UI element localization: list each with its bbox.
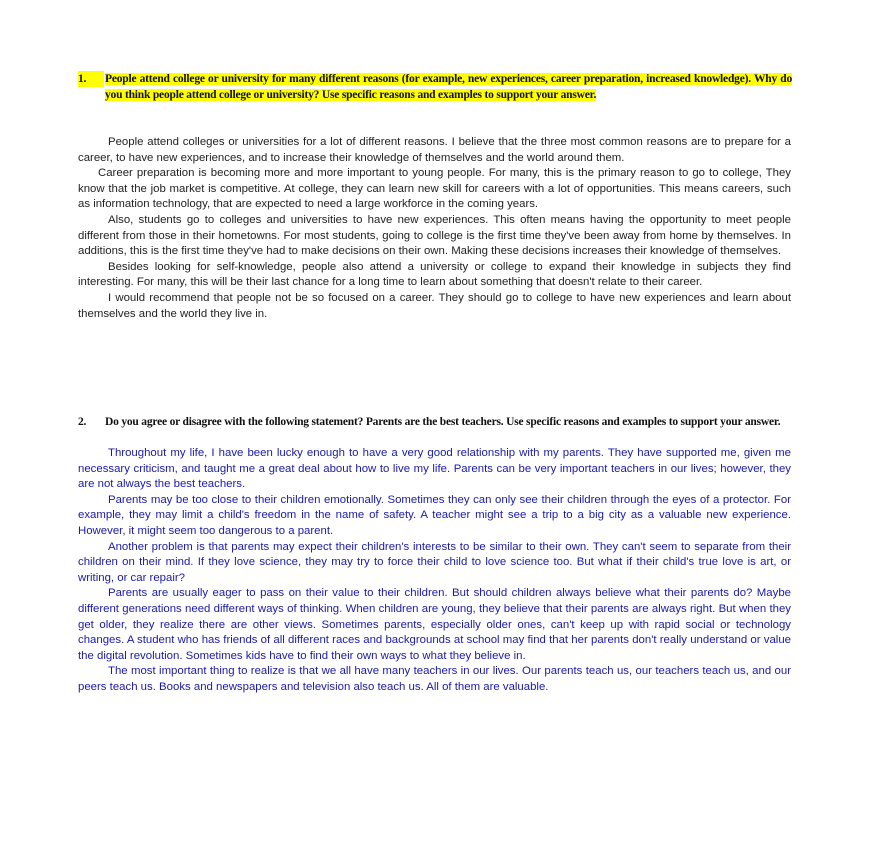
question-text: People attend college or university for many different reasons (for example, new experiences, career preparation, increased knowledge). Why do you think people attend college or university? Use specific reasons and examples to support your answer. — [105, 73, 792, 101]
question-1 — [78, 71, 792, 103]
paragraph: I would recommend that people not be so focused on a career. They should go to college to have new experiences and learn about themselves and the world they live in. — [78, 291, 791, 320]
paragraph: Career preparation is becoming more and more important to young people. For many, this is the primary reason to go to college, They know that the job market is competitive. At college, they can learn new skill for careers with a lot of opportunities. This means careers, such as information technology, that are expected to need a large workforce in the coming years. — [78, 167, 791, 211]
paragraph: Parents are usually eager to pass on their value to their children. But should children always believe what their parents do? Maybe different generations need different ways of thinking. When children are young, they believe that their parents are always right. But when they get older, they realize there are other views. Sometimes parents, especially older ones, can't keep up with rapid social or technology changes. A student who has friends of all different races and backgrounds at school may find that her parents don't really understand or value the digital revolution. Sometimes kids have to find their own ways to what they believe in. — [78, 587, 791, 662]
answer-2 — [78, 446, 791, 696]
answer-1 — [78, 135, 791, 322]
question-number: 1. — [78, 71, 104, 87]
paragraph: Besides looking for self-knowledge, people also attend a university or college to expand their knowledge in subjects they find interesting. For many, this will be their last chance for a long time to learn about something that doesn't relate to their career. — [78, 260, 791, 289]
question-2 — [78, 414, 792, 430]
paragraph: The most important thing to realize is that we all have many teachers in our lives. Our parents teach us, our teachers teach us, and our peers teach us. Books and newspapers and television also teach us. All of them are valuable. — [78, 665, 791, 693]
paragraph: People attend colleges or universities for a lot of different reasons. I believe that the three most common reasons are to prepare for a career, to have new experiences, and to increase their knowledge of themselves and the world around them. — [78, 136, 791, 164]
paragraph: Throughout my life, I have been lucky enough to have a very good relationship with my parents. They have supported me, given me necessary criticism, and taught me a great deal about how to live my life. Parents can be very important teachers in our lives; however, they are not always the best teachers. — [78, 447, 791, 491]
question-number: 2. — [78, 416, 87, 428]
paragraph: Also, students go to colleges and universities to have new experiences. This often means having the opportunity to meet people different from those in their hometowns. For most students, going to college is the first time they've been away from home by themselves. In additions, this is the first time they've had to make decisions on their own. Making these decisions increases their knowledge of themselves. — [78, 213, 791, 258]
paragraph: Parents may be too close to their children emotionally. Sometimes they can only see their children through the eyes of a protector. For example, they may limit a child's freedom in the name of safety. A teacher might see a trip to a big city as a valuable new experience. However, it might seem too dangerous to a parent. — [78, 493, 791, 537]
paragraph: Another problem is that parents may expect their children's interests to be similar to their own. They can't seem to separate from their children on their mind. If they love science, they may try to force their child to love science too. But what if their child's true love is art, or writing, or car repair? — [78, 540, 791, 584]
question-text: Do you agree or disagree with the following statement? Parents are the best teachers. Use specific reasons and examples to support your answer. — [105, 416, 781, 428]
